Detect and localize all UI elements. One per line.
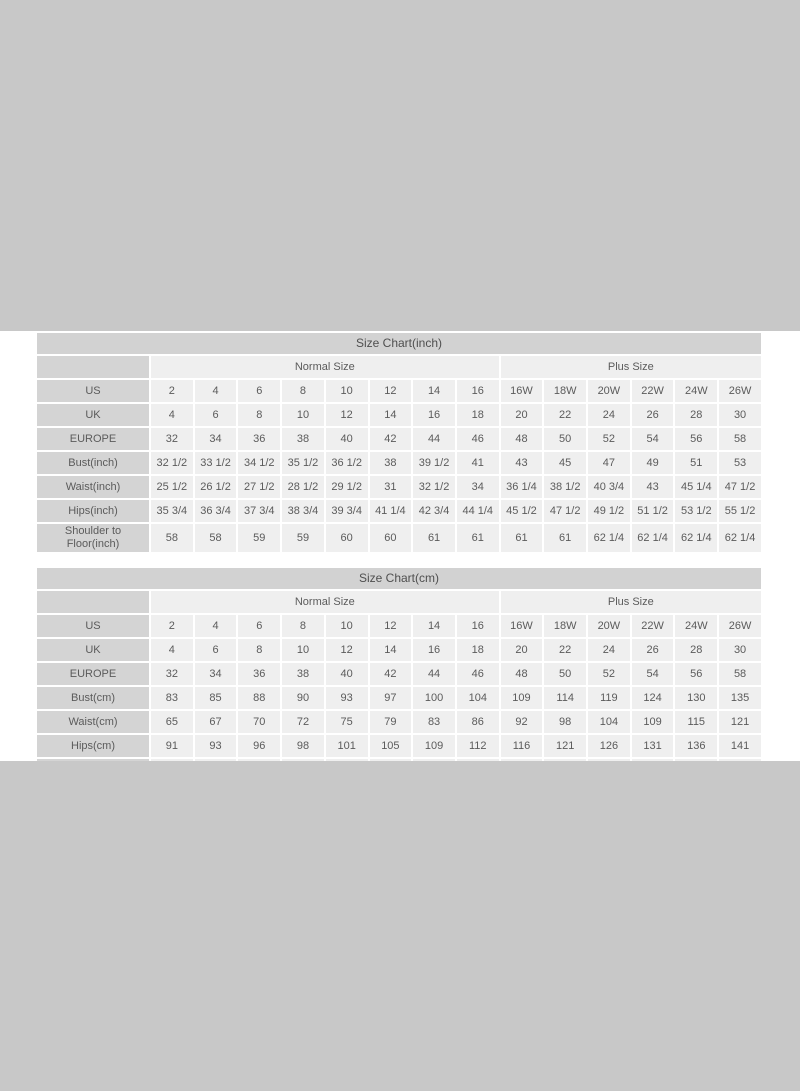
table-cell: 51 1/2 — [632, 500, 674, 522]
table-cell: 16 — [413, 639, 455, 661]
column-group-header: Plus Size — [501, 356, 761, 378]
table-cell: 31 — [370, 476, 412, 498]
table-cell: 59 — [282, 524, 324, 552]
table-cell: 18W — [544, 380, 586, 402]
table-cell: 93 — [326, 687, 368, 709]
table-cell: 48 — [501, 428, 543, 450]
table-cell: 18 — [457, 639, 499, 661]
size-chart-tables-container — [0, 331, 800, 783]
table-cell: 112 — [457, 735, 499, 757]
table-cell: 44 — [413, 663, 455, 685]
table-cell: 35 3/4 — [151, 500, 193, 522]
table-cell: 2 — [151, 380, 193, 402]
table-cell: 36 — [238, 663, 280, 685]
table-cell: 119 — [588, 687, 630, 709]
table-cell: 131 — [632, 735, 674, 757]
table-cell: 109 — [501, 687, 543, 709]
table-row — [37, 380, 761, 402]
table-cell: 52 — [588, 663, 630, 685]
table-cell: 24W — [675, 615, 717, 637]
table-row — [37, 687, 761, 709]
table-cell: 8 — [282, 615, 324, 637]
size-chart-table-inch — [35, 331, 763, 554]
table-cell: 61 — [544, 524, 586, 552]
table-cell: 45 1/4 — [675, 476, 717, 498]
table-row — [37, 428, 761, 450]
table-cell: 54 — [632, 428, 674, 450]
table-cell: 91 — [151, 735, 193, 757]
corner-cell — [37, 356, 149, 378]
table-cell: 75 — [326, 711, 368, 733]
table-cell: 121 — [544, 735, 586, 757]
table-cell: 62 1/4 — [675, 524, 717, 552]
table-cell: 38 — [282, 428, 324, 450]
table-cell: 47 1/2 — [544, 500, 586, 522]
row-label: Waist(cm) — [37, 711, 149, 733]
table-cell: 41 — [457, 452, 499, 474]
table-cell: 22W — [632, 380, 674, 402]
table-cell: 10 — [282, 404, 324, 426]
table-cell: 12 — [370, 615, 412, 637]
table-cell: 28 1/2 — [282, 476, 324, 498]
row-label: US — [37, 615, 149, 637]
table-cell: 43 — [632, 476, 674, 498]
table-cell: 50 — [544, 428, 586, 450]
table-cell: 56 — [675, 663, 717, 685]
table-cell: 62 1/4 — [632, 524, 674, 552]
table-cell: 38 — [282, 663, 324, 685]
table-cell: 24 — [588, 404, 630, 426]
table-row — [37, 404, 761, 426]
table-cell: 100 — [413, 687, 455, 709]
table-row — [37, 615, 761, 637]
table-cell: 37 3/4 — [238, 500, 280, 522]
table-cell: 26W — [719, 380, 761, 402]
table-cell: 36 3/4 — [195, 500, 237, 522]
table-row — [37, 663, 761, 685]
column-group-header: Normal Size — [151, 591, 499, 613]
table-cell: 10 — [326, 615, 368, 637]
table-cell: 10 — [282, 639, 324, 661]
table-cell: 32 — [151, 428, 193, 450]
table-cell: 104 — [457, 687, 499, 709]
table-row — [37, 476, 761, 498]
table-cell: 16 — [457, 380, 499, 402]
table-cell: 43 — [501, 452, 543, 474]
table-cell: 104 — [588, 711, 630, 733]
row-label: Bust(cm) — [37, 687, 149, 709]
row-label: Shoulder to Floor(inch) — [37, 524, 149, 552]
row-label: EUROPE — [37, 428, 149, 450]
table-cell: 42 — [370, 428, 412, 450]
row-label: Bust(inch) — [37, 452, 149, 474]
column-group-header: Plus Size — [501, 591, 761, 613]
table-cell: 4 — [151, 404, 193, 426]
table-cell: 30 — [719, 639, 761, 661]
table-cell: 28 — [675, 404, 717, 426]
table-cell: 39 1/2 — [413, 452, 455, 474]
table-cell: 50 — [544, 663, 586, 685]
size-chart-panel — [0, 331, 800, 761]
table-cell: 6 — [238, 380, 280, 402]
table-cell: 32 — [151, 663, 193, 685]
table-cell: 25 1/2 — [151, 476, 193, 498]
table-cell: 65 — [151, 711, 193, 733]
table-cell: 8 — [238, 639, 280, 661]
table-cell: 83 — [151, 687, 193, 709]
table-cell: 14 — [370, 639, 412, 661]
row-label: Hips(cm) — [37, 735, 149, 757]
row-label: UK — [37, 639, 149, 661]
table-cell: 22 — [544, 404, 586, 426]
table-cell: 86 — [457, 711, 499, 733]
row-label: UK — [37, 404, 149, 426]
table-cell: 124 — [632, 687, 674, 709]
table-cell: 85 — [195, 687, 237, 709]
table-cell: 58 — [195, 524, 237, 552]
column-group-header: Normal Size — [151, 356, 499, 378]
table-cell: 97 — [370, 687, 412, 709]
table-cell: 4 — [195, 380, 237, 402]
table-cell: 40 3/4 — [588, 476, 630, 498]
table-cell: 55 1/2 — [719, 500, 761, 522]
table-title-row — [37, 333, 761, 354]
table-cell: 12 — [370, 380, 412, 402]
table-cell: 26 — [632, 639, 674, 661]
table-cell: 92 — [501, 711, 543, 733]
table-cell: 20 — [501, 639, 543, 661]
table-cell: 18 — [457, 404, 499, 426]
table-title: Size Chart(inch) — [37, 333, 761, 354]
table-cell: 4 — [195, 615, 237, 637]
table-cell: 41 1/4 — [370, 500, 412, 522]
table-cell: 2 — [151, 615, 193, 637]
table-cell: 16 — [457, 615, 499, 637]
table-cell: 46 — [457, 663, 499, 685]
table-cell: 39 3/4 — [326, 500, 368, 522]
table-cell: 42 3/4 — [413, 500, 455, 522]
table-cell: 53 1/2 — [675, 500, 717, 522]
table-cell: 28 — [675, 639, 717, 661]
column-group-row — [37, 591, 761, 613]
table-cell: 10 — [326, 380, 368, 402]
table-cell: 44 — [413, 428, 455, 450]
top-gray-background — [0, 0, 800, 331]
table-cell: 14 — [370, 404, 412, 426]
table-cell: 12 — [326, 639, 368, 661]
table-cell: 61 — [413, 524, 455, 552]
table-cell: 4 — [151, 639, 193, 661]
table-cell: 60 — [326, 524, 368, 552]
table-cell: 6 — [238, 615, 280, 637]
table-cell: 101 — [326, 735, 368, 757]
table-cell: 56 — [675, 428, 717, 450]
table-cell: 96 — [238, 735, 280, 757]
table-cell: 20W — [588, 380, 630, 402]
table-cell: 135 — [719, 687, 761, 709]
table-cell: 88 — [238, 687, 280, 709]
table-cell: 27 1/2 — [238, 476, 280, 498]
corner-cell — [37, 591, 149, 613]
table-cell: 49 — [632, 452, 674, 474]
table-cell: 114 — [544, 687, 586, 709]
table-cell: 26 — [632, 404, 674, 426]
table-cell: 45 — [544, 452, 586, 474]
table-cell: 53 — [719, 452, 761, 474]
table-cell: 98 — [544, 711, 586, 733]
table-row — [37, 711, 761, 733]
table-cell: 24W — [675, 380, 717, 402]
table-cell: 67 — [195, 711, 237, 733]
table-cell: 16W — [501, 615, 543, 637]
table-cell: 126 — [588, 735, 630, 757]
table-cell: 36 1/4 — [501, 476, 543, 498]
table-cell: 90 — [282, 687, 324, 709]
table-cell: 26W — [719, 615, 761, 637]
table-cell: 42 — [370, 663, 412, 685]
table-cell: 6 — [195, 639, 237, 661]
table-cell: 45 1/2 — [501, 500, 543, 522]
table-cell: 44 1/4 — [457, 500, 499, 522]
table-cell: 36 1/2 — [326, 452, 368, 474]
table-cell: 47 — [588, 452, 630, 474]
table-cell: 130 — [675, 687, 717, 709]
table-cell: 38 — [370, 452, 412, 474]
table-row — [37, 524, 761, 552]
table-cell: 58 — [719, 663, 761, 685]
bottom-gray-background — [0, 761, 800, 1091]
table-cell: 62 1/4 — [719, 524, 761, 552]
table-cell: 36 — [238, 428, 280, 450]
table-cell: 8 — [282, 380, 324, 402]
table-cell: 29 1/2 — [326, 476, 368, 498]
table-cell: 54 — [632, 663, 674, 685]
table-cell: 34 — [195, 663, 237, 685]
table-cell: 52 — [588, 428, 630, 450]
table-cell: 12 — [326, 404, 368, 426]
table-cell: 40 — [326, 663, 368, 685]
table-cell: 14 — [413, 380, 455, 402]
table-cell: 24 — [588, 639, 630, 661]
table-cell: 20 — [501, 404, 543, 426]
table-cell: 58 — [719, 428, 761, 450]
table-cell: 32 1/2 — [151, 452, 193, 474]
table-cell: 58 — [151, 524, 193, 552]
table-cell: 59 — [238, 524, 280, 552]
table-cell: 30 — [719, 404, 761, 426]
table-cell: 34 1/2 — [238, 452, 280, 474]
table-cell: 93 — [195, 735, 237, 757]
table-cell: 18W — [544, 615, 586, 637]
table-cell: 79 — [370, 711, 412, 733]
row-label: US — [37, 380, 149, 402]
table-cell: 34 — [195, 428, 237, 450]
row-label: EUROPE — [37, 663, 149, 685]
table-cell: 22 — [544, 639, 586, 661]
table-cell: 60 — [370, 524, 412, 552]
table-cell: 8 — [238, 404, 280, 426]
table-cell: 16W — [501, 380, 543, 402]
table-title-row — [37, 568, 761, 589]
table-cell: 72 — [282, 711, 324, 733]
table-cell: 49 1/2 — [588, 500, 630, 522]
table-cell: 26 1/2 — [195, 476, 237, 498]
size-chart-table-cm — [35, 566, 763, 783]
table-row — [37, 639, 761, 661]
table-cell: 61 — [457, 524, 499, 552]
table-cell: 109 — [413, 735, 455, 757]
table-cell: 51 — [675, 452, 717, 474]
table-cell: 38 3/4 — [282, 500, 324, 522]
table-cell: 70 — [238, 711, 280, 733]
table-cell: 16 — [413, 404, 455, 426]
table-cell: 98 — [282, 735, 324, 757]
table-cell: 105 — [370, 735, 412, 757]
table-row — [37, 452, 761, 474]
table-row — [37, 735, 761, 757]
table-cell: 121 — [719, 711, 761, 733]
table-cell: 62 1/4 — [588, 524, 630, 552]
table-row — [37, 500, 761, 522]
table-cell: 61 — [501, 524, 543, 552]
table-cell: 6 — [195, 404, 237, 426]
table-cell: 83 — [413, 711, 455, 733]
table-cell: 48 — [501, 663, 543, 685]
table-cell: 20W — [588, 615, 630, 637]
table-cell: 35 1/2 — [282, 452, 324, 474]
table-cell: 115 — [675, 711, 717, 733]
table-title: Size Chart(cm) — [37, 568, 761, 589]
table-cell: 109 — [632, 711, 674, 733]
table-cell: 14 — [413, 615, 455, 637]
table-cell: 40 — [326, 428, 368, 450]
table-cell: 136 — [675, 735, 717, 757]
table-cell: 46 — [457, 428, 499, 450]
column-group-row — [37, 356, 761, 378]
table-cell: 34 — [457, 476, 499, 498]
table-cell: 47 1/2 — [719, 476, 761, 498]
row-label: Waist(inch) — [37, 476, 149, 498]
table-cell: 38 1/2 — [544, 476, 586, 498]
table-cell: 116 — [501, 735, 543, 757]
table-cell: 33 1/2 — [195, 452, 237, 474]
table-cell: 22W — [632, 615, 674, 637]
table-cell: 32 1/2 — [413, 476, 455, 498]
row-label: Hips(inch) — [37, 500, 149, 522]
table-cell: 141 — [719, 735, 761, 757]
